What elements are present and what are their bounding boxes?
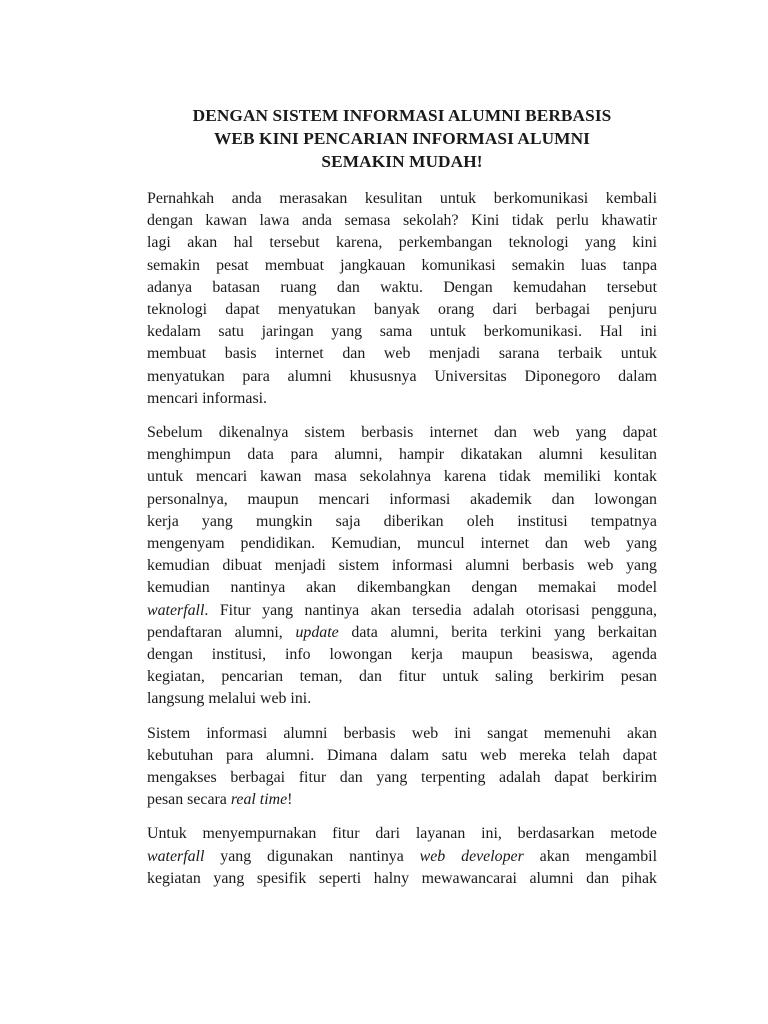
paragraph-line: Sebelum dikenalnya sistem berbasis internet dan web yang dapat — [147, 424, 657, 442]
paragraph-line: langsung melalui web ini. — [147, 690, 312, 708]
paragraph-line: menyatukan para alumni khususnya Universitas Diponegoro dalam — [147, 367, 657, 385]
paragraph-line: kegiatan yang spesifik seperti halny mewawancarai alumni dan pihak — [147, 869, 657, 887]
paragraph-line: menghimpun data para alumni, hampir dikatakan alumni kesulitan — [147, 446, 657, 464]
paragraph-line — [147, 846, 657, 868]
paragraph-line: membuat basis internet dan web menjadi sarana terbaik untuk — [147, 345, 657, 363]
title-line: DENGAN SISTEM INFORMASI ALUMNI BERBASIS — [192, 106, 612, 125]
paragraph-line: dengan institusi, info lowongan kerja maupun beasiswa, agenda — [147, 646, 657, 664]
paragraph-line: kebutuhan para alumni. Dimana dalam satu web mereka telah dapat — [147, 746, 657, 764]
emphasis-text: real time — [230, 791, 288, 809]
paragraph-4 — [147, 823, 657, 890]
text-run: ! — [287, 791, 293, 809]
paragraph-line: teknologi dapat menyatukan banyak orang dari berbagai penjuru — [147, 301, 657, 319]
paragraph-2 — [147, 422, 657, 711]
paragraph-line: mengenyam pendidikan. Kemudian, muncul internet dan web yang — [147, 535, 657, 553]
paragraph-3 — [147, 723, 657, 812]
emphasis-text: waterfall — [147, 601, 205, 619]
paragraph-line: kemudian dibuat menjadi sistem informasi alumni berbasis web yang — [147, 557, 657, 575]
text-run: . Fitur yang nantinya akan tersedia adalah otorisasi pengguna, — [204, 601, 657, 619]
paragraph-line: kerja yang mungkin saja diberikan oleh institusi tempatnya — [147, 512, 657, 530]
paragraph-line: kegiatan, pencarian teman, dan fitur untuk saling berkirim pesan — [147, 668, 657, 686]
paragraph-line — [147, 789, 657, 811]
paragraph-line: semakin pesat membuat jangkauan komunikasi semakin luas tanpa — [147, 256, 657, 274]
title-line: WEB KINI PENCARIAN INFORMASI ALUMNI — [213, 129, 591, 148]
document-title — [147, 104, 657, 173]
paragraph-line — [147, 600, 657, 622]
paragraph-line — [147, 622, 657, 644]
emphasis-text: waterfall — [147, 847, 205, 865]
paragraph-line: Sistem informasi alumni berbasis web ini sangat memenuhi akan — [147, 724, 657, 742]
text-run: data alumni, berita terkini yang berkaitan — [338, 623, 657, 641]
paragraph-line: lagi akan hal tersebut karena, perkembangan teknologi yang kini — [147, 234, 657, 252]
paragraph-line: kemudian nantinya akan dikembangkan dengan memakai model — [147, 579, 657, 597]
document-page — [147, 104, 657, 902]
text-run: yang digunakan nantinya — [204, 847, 420, 865]
paragraph-line: dengan kawan lawa anda semasa sekolah? Kini tidak perlu khawatir — [147, 212, 657, 230]
text-run: akan mengambil — [523, 847, 658, 865]
paragraph-line: adanya batasan ruang dan waktu. Dengan kemudahan tersebut — [147, 278, 657, 296]
paragraph-line: kedalam satu jaringan yang sama untuk berkomunikasi. Hal ini — [147, 323, 657, 341]
paragraph-line: untuk mencari kawan masa sekolahnya karena tidak memiliki kontak — [147, 468, 657, 486]
paragraph-line: mengakses berbagai fitur dan yang terpenting adalah dapat berkirim — [147, 769, 657, 787]
paragraph-1 — [147, 188, 657, 410]
emphasis-text: update — [295, 623, 339, 641]
title-line: SEMAKIN MUDAH! — [321, 152, 483, 171]
paragraph-line: mencari informasi. — [147, 389, 268, 407]
paragraph-line: Pernahkah anda merasakan kesulitan untuk berkomunikasi kembali — [147, 190, 657, 207]
text-run: pendaftaran alumni, — [147, 623, 296, 641]
paragraph-line: personalnya, maupun mencari informasi akademik dan lowongan — [147, 490, 657, 508]
text-run: pesan secara — [147, 791, 231, 809]
emphasis-text: web developer — [419, 847, 524, 865]
paragraph-line: Untuk menyempurnakan fitur dari layanan ini, berdasarkan metode — [147, 825, 657, 843]
